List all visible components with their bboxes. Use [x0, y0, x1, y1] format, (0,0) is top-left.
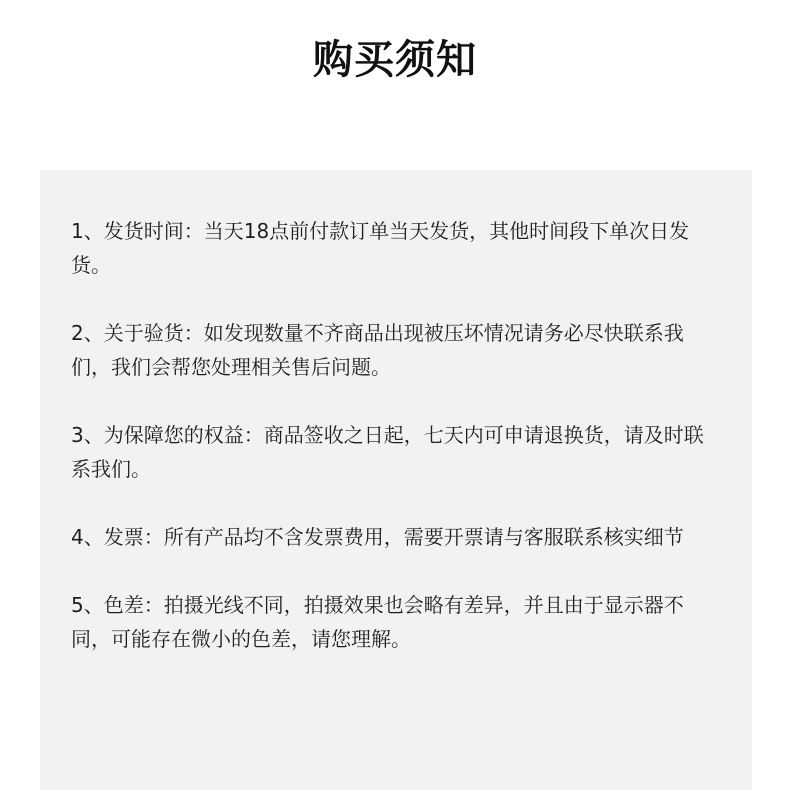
notice-item-invoice: 4、发票：所有产品均不含发票费用，需要开票请与客服联系核实细节 — [71, 525, 684, 549]
notice-item-inspection: 2、关于验货：如发现数量不齐商品出现被压坏情况请务必尽快联系我们，我们会帮您处理相关售后问题。 — [71, 321, 684, 379]
notice-item-returns: 3、为保障您的权益：商品签收之日起，七天内可申请退换货，请及时联系我们。 — [71, 423, 704, 481]
notice-item-color-difference: 5、色差：拍摄光线不同，拍摄效果也会略有差异，并且由于显示器不同，可能存在微小的色差，请您理解。 — [71, 593, 684, 651]
page-title: 购买须知 — [313, 37, 477, 83]
notice-panel — [40, 170, 752, 790]
notice-item-shipping-time: 1、发货时间：当天18点前付款订单当天发货，其他时间段下单次日发货。 — [71, 219, 690, 277]
